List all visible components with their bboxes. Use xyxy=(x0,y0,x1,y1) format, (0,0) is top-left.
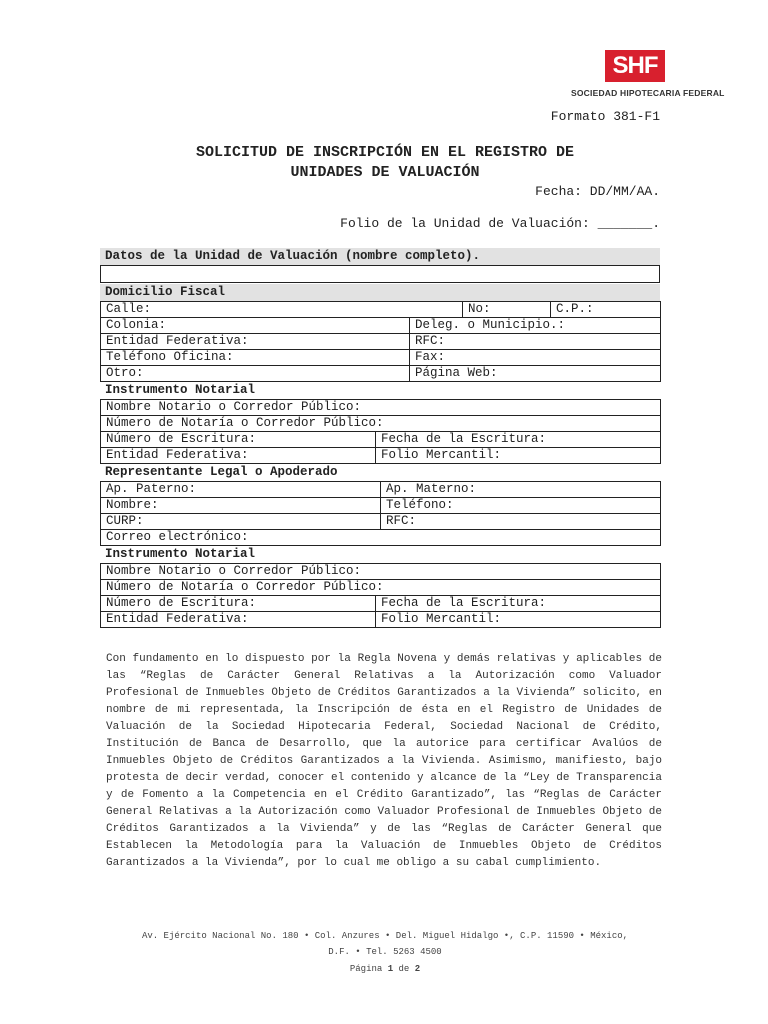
rfc-field[interactable]: RFC: xyxy=(410,334,661,350)
notarial-entidad-field-2[interactable]: Entidad Federativa: xyxy=(101,612,376,628)
footer-line-2: D.F. • Tel. 5263 4500 xyxy=(328,947,442,957)
footer-line-1: Av. Ejército Nacional No. 180 • Col. Anzures • Del. Miguel Hidalgo •, C.P. 11590 • México, xyxy=(141,931,629,941)
telefono-field[interactable]: Teléfono Oficina: xyxy=(101,350,410,366)
rep-telefono-field[interactable]: Teléfono: xyxy=(381,498,661,514)
unit-name-field[interactable] xyxy=(100,265,660,283)
escritura-fecha-field[interactable]: Fecha de la Escritura: xyxy=(376,432,661,448)
escritura-fecha-field-2[interactable]: Fecha de la Escritura: xyxy=(376,596,661,612)
delegacion-field[interactable]: Deleg. o Municipio.: xyxy=(410,318,661,334)
correo-field[interactable]: Correo electrónico: xyxy=(101,530,661,546)
folio-field: Folio de la Unidad de Valuación: _______. xyxy=(340,216,660,231)
application-form xyxy=(100,248,660,628)
form-code: Formato 381-F1 xyxy=(550,109,660,124)
shf-logo xyxy=(571,50,725,102)
notaria-numero-field-2[interactable]: Número de Notaría o Corredor Público: xyxy=(101,580,661,596)
pagina-web-field[interactable]: Página Web: xyxy=(410,366,661,382)
colonia-field[interactable]: Colonia: xyxy=(101,318,410,334)
ap-paterno-field[interactable]: Ap. Paterno: xyxy=(101,482,381,498)
domicilio-table-2 xyxy=(100,317,661,382)
notarial-1-table xyxy=(100,399,661,464)
date-field: Fecha: DD/MM/AA. xyxy=(535,184,660,199)
page-prefix: Página xyxy=(349,964,383,974)
ap-materno-field[interactable]: Ap. Materno: xyxy=(381,482,661,498)
representante-table xyxy=(100,481,661,546)
notarial-entidad-field[interactable]: Entidad Federativa: xyxy=(101,448,376,464)
notaria-numero-field[interactable]: Número de Notaría o Corredor Público: xyxy=(101,416,661,432)
section-datos-header: Datos de la Unidad de Valuación (nombre completo). xyxy=(100,248,660,265)
numero-field[interactable]: No: xyxy=(463,302,551,318)
footer-address xyxy=(100,928,670,960)
notarial-2-table xyxy=(100,563,661,628)
shf-logo-mark: SHF xyxy=(605,50,665,82)
cp-field[interactable]: C.P.: xyxy=(551,302,661,318)
legal-paragraph: Con fundamento en lo dispuesto por la Regla Novena y demás relativas y aplicables de las “Reglas de Carácter General Relativas a la Autorización como Valuador Profesional de Inmuebles Objeto de Créditos Garantizados a la Vivienda” solicito, en nombre de mi representada, la Inscripción de ésta en el Registro de Unidades de Valuación de la Sociedad Hipotecaria Federal, Sociedad Nacional de Crédito, Institución de Banca de Desarrollo, que la autorice para certificar Avalúos de Inmuebles Objeto de Créditos Garantizados a la Vivienda. Asimismo, manifiesto, bajo protesta de decir verdad, conocer el contenido y alcance de la “Ley de Transparencia y de Fomento a la Competencia en el Crédito Garantizado”, las “Reglas de Carácter General Relativas a la Autorización como Valuador Profesional de Inmuebles Objeto de Créditos Garantizados a la Vivienda” y de las “Reglas de Carácter General que Establecen la Metodología para la Valuación de Inmuebles Objeto de Créditos Garantizados a la Vivienda”, por lo cual me obligo a su cabal cumplimiento. xyxy=(106,653,662,869)
title-line-2: UNIDADES DE VALUACIÓN xyxy=(290,164,480,181)
page-current: 1 xyxy=(387,964,394,974)
page-number xyxy=(100,964,670,974)
rep-rfc-field[interactable]: RFC: xyxy=(381,514,661,530)
section-representante-header: Representante Legal o Apoderado xyxy=(105,465,338,479)
folio-mercantil-field-2[interactable]: Folio Mercantil: xyxy=(376,612,661,628)
entidad-field[interactable]: Entidad Federativa: xyxy=(101,334,410,350)
title-line-1: SOLICITUD DE INSCRIPCIÓN EN EL REGISTRO DE xyxy=(195,144,575,161)
escritura-numero-field-2[interactable]: Número de Escritura: xyxy=(101,596,376,612)
page-total: 2 xyxy=(414,964,421,974)
domicilio-table xyxy=(100,301,661,318)
escritura-numero-field[interactable]: Número de Escritura: xyxy=(101,432,376,448)
calle-field[interactable]: Calle: xyxy=(101,302,463,318)
curp-field[interactable]: CURP: xyxy=(101,514,381,530)
section-domicilio-header: Domicilio Fiscal xyxy=(100,284,660,301)
section-notarial-1-header: Instrumento Notarial xyxy=(105,383,256,397)
shf-logo-name: SOCIEDAD HIPOTECARIA FEDERAL xyxy=(571,88,725,98)
nombre-field[interactable]: Nombre: xyxy=(101,498,381,514)
notario-nombre-field[interactable]: Nombre Notario o Corredor Público: xyxy=(101,400,661,416)
page-title xyxy=(100,143,670,183)
section-notarial-2-header: Instrumento Notarial xyxy=(105,547,256,561)
folio-mercantil-field[interactable]: Folio Mercantil: xyxy=(376,448,661,464)
page-mid: de xyxy=(398,964,410,974)
fax-field[interactable]: Fax: xyxy=(410,350,661,366)
otro-field[interactable]: Otro: xyxy=(101,366,410,382)
notario-nombre-field-2[interactable]: Nombre Notario o Corredor Público: xyxy=(101,564,661,580)
